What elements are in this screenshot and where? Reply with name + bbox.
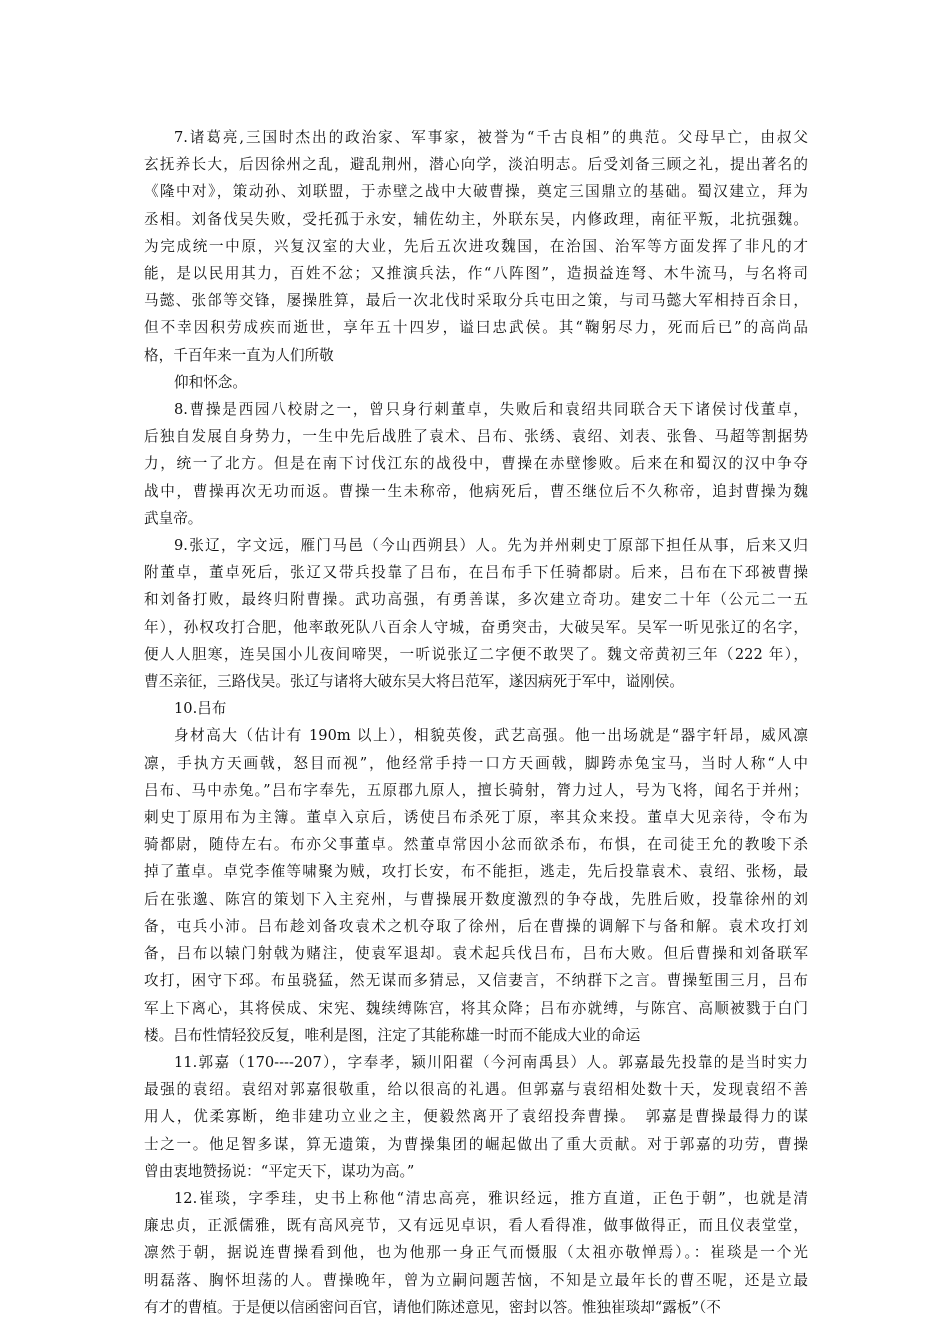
text-line: 军上下离心，其将侯成、宋宪、魏续缚陈宫，将其众降；吕布亦就缚，与陈宫、高顺被戮于白门 bbox=[144, 999, 808, 1017]
text-line: 吕布、马中赤兔。”吕布字奉先，五原郡九原人，擅长骑射，膂力过人，号为飞将，闻名于并州； bbox=[144, 781, 808, 799]
paragraph-zhuge-liang-end bbox=[144, 369, 808, 396]
text-line: 攻打，困守下邳。布虽骁猛，然无谋而多猜忌，又信妻言，不纳群下之言。曹操堑围三月，吕布 bbox=[144, 972, 808, 990]
text-line: 有才的曹植。于是便以信函密问百官，请他们陈述意见，密封以答。惟独崔琰却“露板”（不 bbox=[144, 1298, 721, 1316]
paragraph-lu-bu bbox=[144, 722, 808, 1048]
text-line: 8.曹操是西园八校尉之一，曾只身行刺董卓，失败后和袁绍共同联合天下诸侯讨伐董卓， bbox=[174, 401, 808, 419]
text-line: 力，统一了北方。但是在南下讨伐江东的战役中，曹操在赤壁惨败。后来在和蜀汉的汉中争夺 bbox=[144, 455, 808, 473]
text-line: 身材高大（估计有 190m 以上），相貌英俊，武艺高强。他一出场就是“器宇轩昂，威风凛 bbox=[174, 727, 808, 745]
text-line: 12.崔琰，字季珪，史书上称他“清忠高亮，雅识经远，推方直道，正色于朝”，也就是清 bbox=[174, 1189, 808, 1207]
text-line: 战中，曹操再次无功而返。曹操一生未称帝，他病死后，曹丕继位后不久称帝，追封曹操为魏 bbox=[144, 482, 808, 500]
text-line: 和刘备打败，最终归附曹操。武功高强，有勇善谋，多次建立奇功。建安二十年（公元二一五 bbox=[144, 591, 808, 609]
paragraph-zhuge-liang bbox=[144, 124, 808, 369]
text-line: 马懿、张郃等交锋，屡操胜算，最后一次北伐时采取分兵屯田之策，与司马懿大军相持百余日， bbox=[144, 292, 808, 310]
text-line: 11.郭嘉（170----207），字奉孝，颍川阳翟（今河南禹县）人。郭嘉最先投靠的是当时实力 bbox=[174, 1053, 808, 1071]
text-line: 楼。吕布性情轻狡反复，唯利是图，注定了其能称雄一时而不能成大业的命运 bbox=[144, 1026, 641, 1044]
text-line: 备，屯兵小沛。吕布趁刘备攻袁术之机夺取了徐州，后在曹操的调解下与备和解。袁术攻打刘 bbox=[144, 917, 808, 935]
paragraph-zhang-liao bbox=[144, 532, 808, 695]
paragraph-guo-jia bbox=[144, 1049, 808, 1185]
text-line: 但不幸因积劳成疾而逝世，享年五十四岁，谥曰忠武侯。其“鞠躬尽力，死而后已”的高尚品 bbox=[144, 319, 808, 337]
text-line: 丞相。刘备伐吴失败，受托孤于永安，辅佐幼主，外联东吴，内修政理，南征平叛，北抗强魏。 bbox=[144, 210, 808, 228]
text-line: 格，千百年来一直为人们所敬 bbox=[144, 346, 334, 364]
paragraph-cui-yan bbox=[144, 1185, 808, 1321]
document-page bbox=[144, 124, 808, 1321]
text-line: 刺史丁原用布为主簿。董卓入京后，诱使吕布杀死丁原，率其众来投。董卓大见亲待，令布为 bbox=[144, 809, 808, 827]
text-line: 武皇帝。 bbox=[144, 509, 203, 527]
text-line: 用人，优柔寡断，绝非建功立业之主，便毅然离开了袁绍投奔曹操。 郭嘉是曹操最得力的谋 bbox=[144, 1108, 808, 1126]
text-line: 明磊落、胸怀坦荡的人。曹操晚年，曾为立嗣问题苦恼，不知是立最年长的曹丕呢，还是立最 bbox=[144, 1271, 808, 1289]
text-line: 《隆中对》，策动孙、刘联盟，于赤壁之战中大破曹操，奠定三国鼎立的基础。蜀汉建立，拜为 bbox=[144, 183, 808, 201]
text-line: 骑都尉，随侍左右。布亦父事董卓。然董卓常因小忿而欲杀布，布惧，在司徒王允的教唆下杀 bbox=[144, 836, 808, 854]
text-line: 士之一。他足智多谋，算无遗策，为曹操集团的崛起做出了重大贡献。对于郭嘉的功劳，曹操 bbox=[144, 1135, 808, 1153]
text-line: 能，是以民用其力，百姓不忿；又推演兵法，作“八阵图”，造损益连弩、木牛流马，与名将司 bbox=[144, 265, 808, 283]
paragraph-lu-bu-title bbox=[144, 695, 808, 722]
paragraph-cao-cao bbox=[144, 396, 808, 532]
text-line: 最强的袁绍。袁绍对郭嘉很敬重，给以很高的礼遇。但郭嘉与袁绍相处数十天，发现袁绍不善 bbox=[144, 1081, 808, 1099]
text-line: 为完成统一中原，兴复汉室的大业，先后五次进攻魏国，在治国、治军等方面发挥了非凡的才 bbox=[144, 237, 808, 255]
text-line: 9.张辽，字文远，雁门马邑（今山西朔县）人。先为并州刺史丁原部下担任从事，后来又归 bbox=[174, 537, 808, 555]
text-line: 曹丕亲征，三路伐吴。张辽与诸将大破东吴大将吕范军，遂因病死于军中，谥刚侯。 bbox=[144, 673, 684, 691]
text-line: 附董卓，董卓死后，张辽又带兵投靠了吕布，在吕布手下任骑都尉。后来，吕布在下邳被曹操 bbox=[144, 564, 808, 582]
text-line: 7.诸葛亮,三国时杰出的政治家、军事家，被誉为“千古良相”的典范。父母早亡，由叔父 bbox=[174, 129, 808, 146]
text-line: 凛，手执方天画戟，怒目而视”，他经常手持一口方天画戟，脚跨赤兔宝马，当时人称“人中 bbox=[144, 754, 808, 772]
text-line: 凛然于朝，据说连曹操看到他，也为他那一身正气而慑服（太祖亦敬惮焉）。：崔琰是一个光 bbox=[144, 1244, 808, 1262]
text-line: 曾由衷地赞扬说：“平定天下，谋功为高。” bbox=[144, 1162, 415, 1180]
text-line: 后独自发展自身势力，一生中先后战胜了袁术、吕布、张绣、袁绍、刘表、张鲁、马超等割据势 bbox=[144, 428, 808, 446]
text-line: 便人人胆寒，连吴国小儿夜间啼哭，一听说张辽二字便不敢哭了。魏文帝黄初三年（222 年）， bbox=[144, 645, 808, 663]
text-line: 仰和怀念。 bbox=[174, 373, 247, 391]
text-line: 备，吕布以辕门射戟为赌注，使袁军退却。袁术起兵伐吕布，吕布大败。但后曹操和刘备联军 bbox=[144, 945, 808, 963]
text-line: 廉忠贞，正派儒雅，既有高风亮节，又有远见卓识，看人看得准，做事做得正，而且仪表堂堂， bbox=[144, 1217, 808, 1235]
text-line: 后在张邈、陈宫的策划下入主兖州，与曹操展开数度激烈的争夺战，先胜后败，投靠徐州的刘 bbox=[144, 890, 808, 908]
text-line: 玄抚养长大，后因徐州之乱，避乱荆州，潜心向学，淡泊明志。后受刘备三顾之礼，提出著名的 bbox=[144, 156, 808, 174]
text-line: 年），孙权攻打合肥，他率敢死队八百余人守城，奋勇突击，大破吴军。吴军一听见张辽的名字， bbox=[144, 618, 808, 636]
text-line: 10.吕布 bbox=[174, 700, 227, 718]
text-line: 掉了董卓。卓党李傕等啸聚为贼，攻打长安，布不能拒，逃走，先后投靠袁术、袁绍、张杨，最 bbox=[144, 863, 808, 881]
